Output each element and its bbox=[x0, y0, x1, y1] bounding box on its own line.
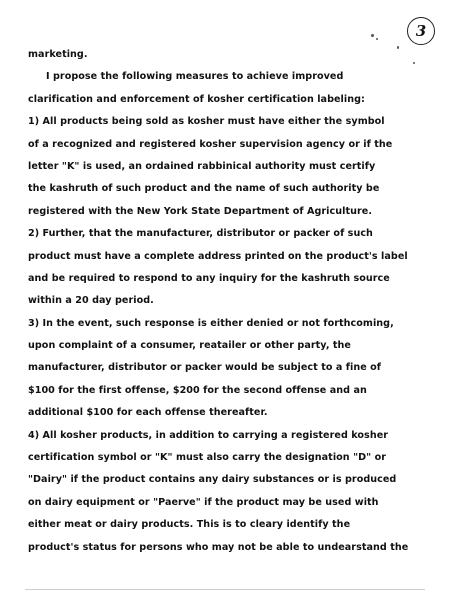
page-number-circle: 3 bbox=[407, 17, 435, 45]
text-line: and be required to respond to any inquiry for the kashruth source bbox=[28, 272, 390, 284]
text-line: within a 20 day period. bbox=[28, 295, 154, 307]
text-line: clarification and enforcement of kosher certification labeling: bbox=[28, 93, 365, 105]
letter-body bbox=[28, 44, 428, 559]
scan-speck bbox=[376, 38, 378, 40]
text-line: manufacturer, distributor or packer would be subject to a fine of bbox=[28, 362, 382, 374]
text-line: letter "K" is used, an ordained rabbinical authority must certify bbox=[28, 160, 376, 172]
text-line: 1) All products being sold as kosher must have either the symbol bbox=[28, 116, 385, 128]
text-line: registered with the New York State Department of Agriculture. bbox=[28, 205, 373, 217]
text-line: 3) In the event, such response is either denied or not forthcoming, bbox=[28, 317, 394, 329]
text-line: on dairy equipment or "Paerve" if the product may be used with bbox=[28, 496, 379, 508]
text-line: 2) Further, that the manufacturer, distributor or packer of such bbox=[28, 228, 373, 240]
text-line: of a recognized and registered kosher supervision agency or if the bbox=[28, 138, 393, 150]
text-line: certification symbol or "K" must also carry the designation "D" or bbox=[28, 452, 386, 464]
text-line: either meat or dairy products. This is to cleary identify the bbox=[28, 519, 351, 531]
text-line: product must have a complete address printed on the product's label bbox=[28, 250, 408, 262]
text-line: product's status for persons who may not be able to undearstand the bbox=[28, 541, 409, 553]
text-line: the kashruth of such product and the name of such authority be bbox=[28, 183, 380, 195]
scan-speck bbox=[371, 34, 374, 37]
text-line: additional $100 for each offense thereafter. bbox=[28, 407, 268, 419]
text-line: marketing. bbox=[28, 49, 88, 60]
text-line: "Dairy" if the product contains any dairy substances or is produced bbox=[28, 474, 397, 486]
text-line: 4) All kosher products, in addition to carrying a registered kosher bbox=[28, 429, 389, 441]
text-line: I propose the following measures to achieve improved bbox=[46, 71, 344, 83]
text-line: $100 for the first offense, $200 for the second offense and an bbox=[28, 384, 367, 396]
scan-edge-line bbox=[25, 589, 425, 590]
text-line: upon complaint of a consumer, reatailer or other party, the bbox=[28, 340, 351, 352]
